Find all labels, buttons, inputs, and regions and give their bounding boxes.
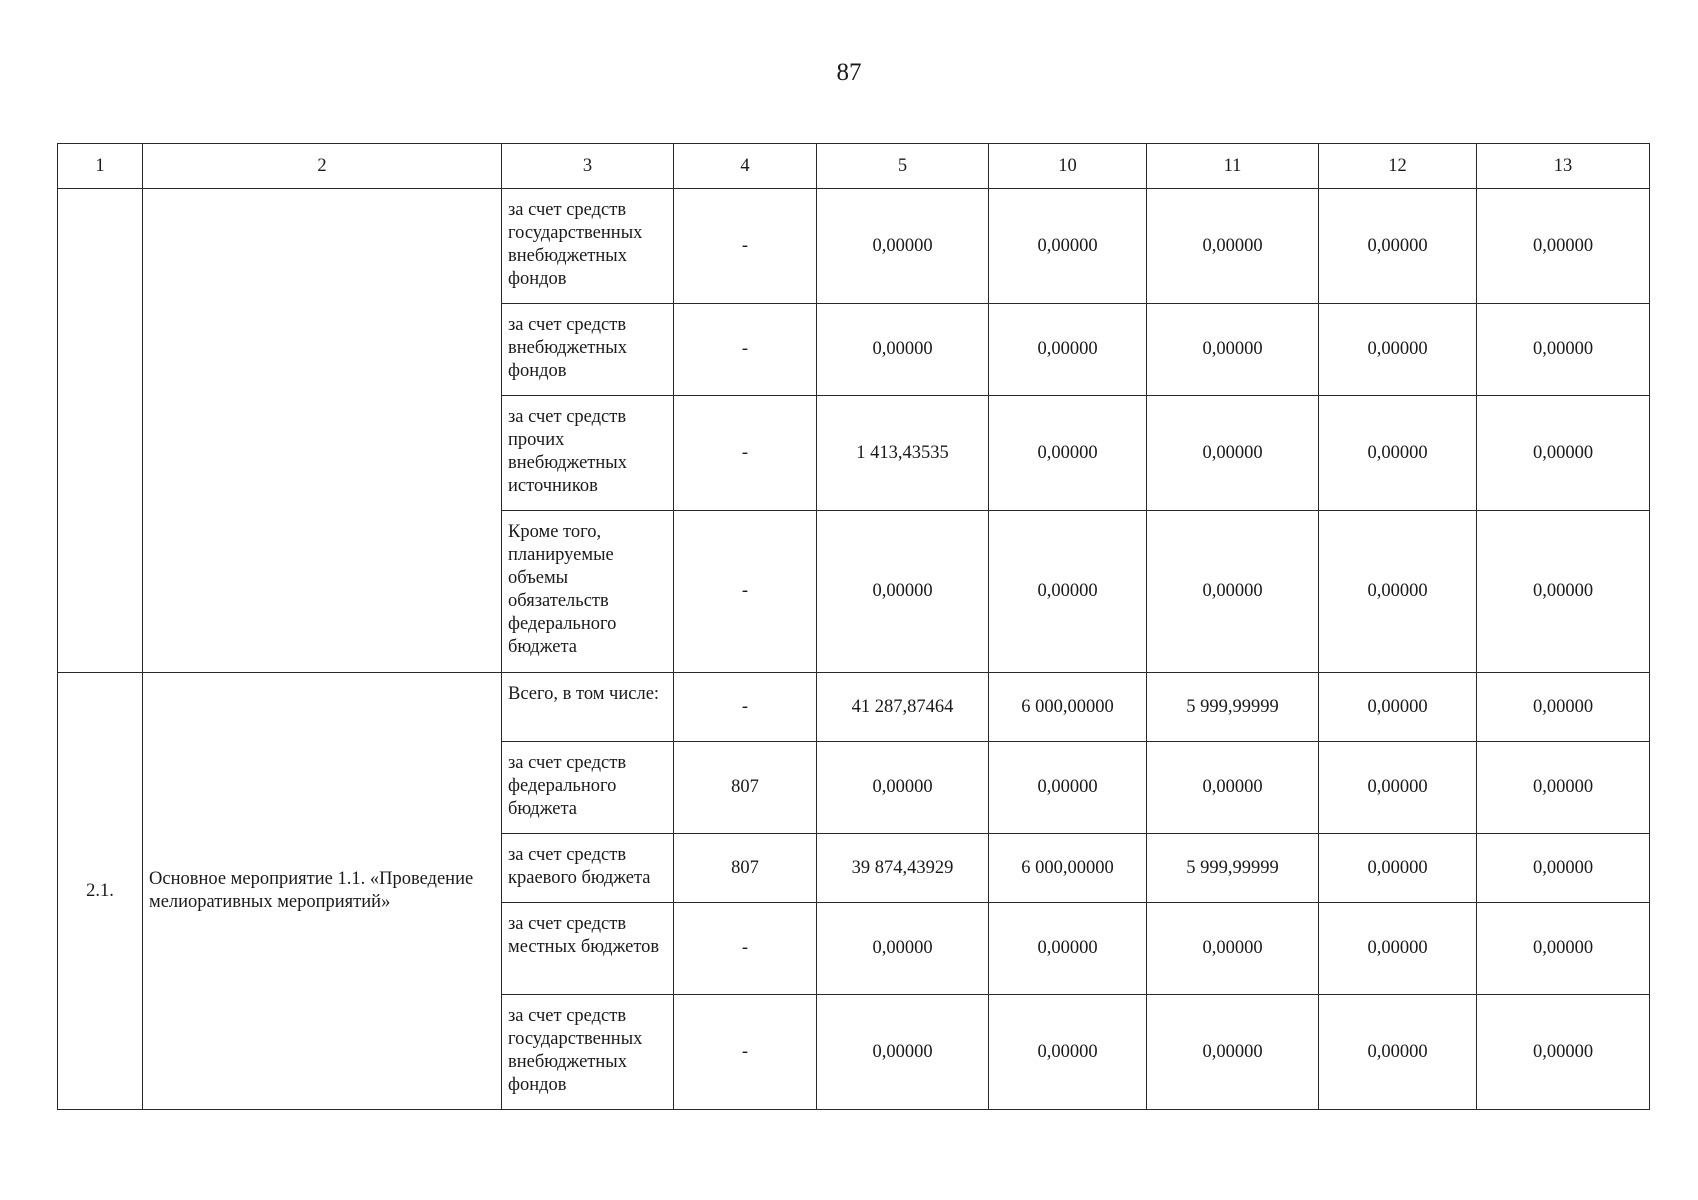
header-cell: 4: [674, 144, 817, 189]
code-cell: -: [674, 189, 817, 304]
funding-source-cell: Кроме того, планируемые объемы обязательств федерального бюджета: [502, 511, 674, 673]
value-cell-12: 0,00000: [1319, 742, 1477, 834]
value-cell-10: 0,00000: [989, 396, 1147, 511]
table-row: [58, 673, 1650, 742]
value-cell-5: 0,00000: [817, 304, 989, 396]
header-cell: 10: [989, 144, 1147, 189]
value-cell-13: 0,00000: [1477, 189, 1650, 304]
funding-source-cell: за счет средств местных бюджетов: [502, 903, 674, 995]
header-row: [58, 144, 1650, 189]
value-cell-12: 0,00000: [1319, 396, 1477, 511]
value-cell-12: 0,00000: [1319, 673, 1477, 742]
page-number: 87: [836, 59, 862, 86]
header-cell: 12: [1319, 144, 1477, 189]
value-cell-5: 0,00000: [817, 742, 989, 834]
code-cell: -: [674, 995, 817, 1110]
description-cell: [143, 189, 502, 673]
value-cell-10: 0,00000: [989, 304, 1147, 396]
value-cell-5: 0,00000: [817, 903, 989, 995]
table-row: [58, 189, 1650, 304]
value-cell-12: 0,00000: [1319, 834, 1477, 903]
value-cell-11: 0,00000: [1147, 995, 1319, 1110]
value-cell-5: 39 874,43929: [817, 834, 989, 903]
value-cell-12: 0,00000: [1319, 511, 1477, 673]
row-number-cell: [58, 189, 143, 673]
value-cell-11: 0,00000: [1147, 742, 1319, 834]
header-cell: 13: [1477, 144, 1650, 189]
value-cell-5: 1 413,43535: [817, 396, 989, 511]
row-number-cell: 2.1.: [58, 673, 143, 1110]
value-cell-10: 0,00000: [989, 903, 1147, 995]
value-cell-12: 0,00000: [1319, 304, 1477, 396]
funding-source-cell: за счет средств прочих внебюджетных источников: [502, 396, 674, 511]
code-cell: 807: [674, 742, 817, 834]
value-cell-10: 0,00000: [989, 189, 1147, 304]
value-cell-10: 0,00000: [989, 511, 1147, 673]
description-cell: Основное мероприятие 1.1. «Проведение мелиоративных мероприятий»: [143, 673, 502, 1110]
value-cell-13: 0,00000: [1477, 304, 1650, 396]
value-cell-5: 0,00000: [817, 995, 989, 1110]
value-cell-13: 0,00000: [1477, 742, 1650, 834]
code-cell: 807: [674, 834, 817, 903]
value-cell-12: 0,00000: [1319, 995, 1477, 1110]
value-cell-11: 0,00000: [1147, 396, 1319, 511]
budget-table: [57, 143, 1650, 1110]
value-cell-13: 0,00000: [1477, 511, 1650, 673]
value-cell-10: 0,00000: [989, 995, 1147, 1110]
value-cell-10: 6 000,00000: [989, 834, 1147, 903]
header-cell: 3: [502, 144, 674, 189]
value-cell-13: 0,00000: [1477, 396, 1650, 511]
value-cell-10: 0,00000: [989, 742, 1147, 834]
value-cell-11: 0,00000: [1147, 903, 1319, 995]
header-cell: 11: [1147, 144, 1319, 189]
funding-source-cell: за счет средств краевого бюджета: [502, 834, 674, 903]
header-cell: 1: [58, 144, 143, 189]
value-cell-5: 41 287,87464: [817, 673, 989, 742]
header-cell: 2: [143, 144, 502, 189]
code-cell: -: [674, 903, 817, 995]
value-cell-11: 0,00000: [1147, 189, 1319, 304]
code-cell: -: [674, 304, 817, 396]
code-cell: -: [674, 396, 817, 511]
value-cell-10: 6 000,00000: [989, 673, 1147, 742]
value-cell-11: 5 999,99999: [1147, 673, 1319, 742]
value-cell-13: 0,00000: [1477, 903, 1650, 995]
value-cell-5: 0,00000: [817, 189, 989, 304]
value-cell-13: 0,00000: [1477, 834, 1650, 903]
value-cell-12: 0,00000: [1319, 189, 1477, 304]
value-cell-11: 5 999,99999: [1147, 834, 1319, 903]
value-cell-12: 0,00000: [1319, 903, 1477, 995]
funding-source-cell: за счет средств федерального бюджета: [502, 742, 674, 834]
value-cell-11: 0,00000: [1147, 511, 1319, 673]
funding-source-cell: за счет средств внебюджетных фондов: [502, 304, 674, 396]
value-cell-5: 0,00000: [817, 511, 989, 673]
value-cell-13: 0,00000: [1477, 995, 1650, 1110]
value-cell-11: 0,00000: [1147, 304, 1319, 396]
funding-source-cell: за счет средств государственных внебюджетных фондов: [502, 189, 674, 304]
funding-source-cell: Всего, в том числе:: [502, 673, 674, 742]
code-cell: -: [674, 511, 817, 673]
funding-source-cell: за счет средств государственных внебюджетных фондов: [502, 995, 674, 1110]
code-cell: -: [674, 673, 817, 742]
header-cell: 5: [817, 144, 989, 189]
value-cell-13: 0,00000: [1477, 673, 1650, 742]
